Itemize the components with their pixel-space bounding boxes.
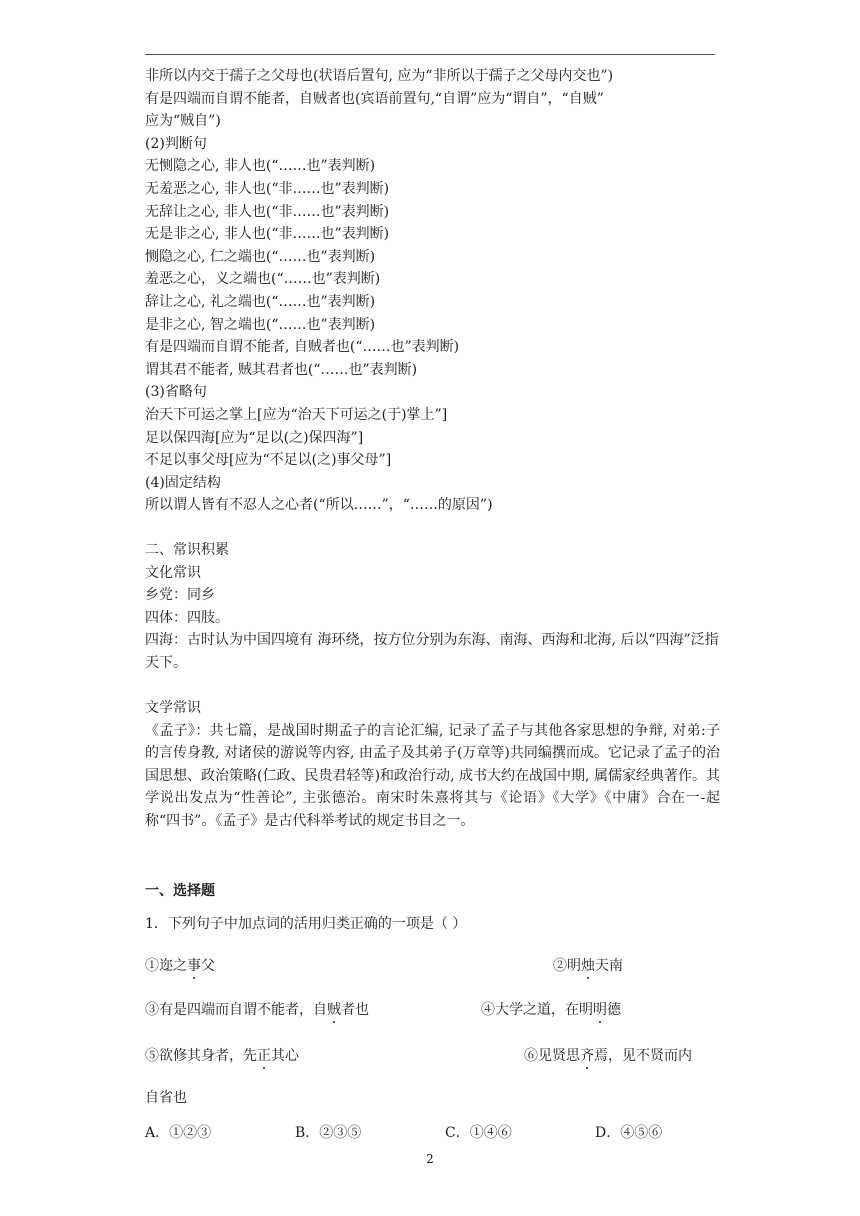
text-line: 谓其君不能者, 贼其君者也(“……也”表判断) [145,361,418,378]
option-d[interactable]: D．④⑤⑥ [595,1125,663,1141]
item-text: ①迩之 [145,958,187,974]
culture-item: 乡党：同乡 [145,587,215,604]
text-line: 应为“贼自”) [145,113,221,130]
text-line: 有是四端而自谓不能者，自贼者也(宾语前置句,“自谓”应为“谓自”，“自贼” [145,90,604,107]
page-number: 2 [426,1152,434,1166]
header-rule [145,54,715,55]
culture-subtitle: 文化常识 [145,564,201,581]
exercise-heading: 一、选择题 [145,883,215,899]
text-line: 羞恶之心，义之端也(“……也”表判断) [145,271,381,288]
dotted-word: 事 [187,958,201,974]
text-line: 无羞恶之心, 非人也(“非……也”表判断) [145,180,390,197]
literature-paragraph: 《孟子》：共七篇，是战国时期孟子的言论汇编, 记录了孟子与其他各家思想的争辩, 对弟:子的言传身教, 对诸侯的游说等内容, 由孟子及其弟子(万章等)共同编撰而成。它记录了孟子的治国思想、政治策略(仁政、民贵君轻等)和政治行动, 成书大约在战国中期, 属儒家经典著作。其学说出发点为“性善论”, 主张德治。南宋时朱熹将其与《论语》《大学》《中庸》合在一-起称“四书”。《孟子》是古代科举考试的规定书目之一。 [145,722,720,829]
text-line: 足以保四海[应为“足以(之)保四海”] [145,429,364,446]
dotted-word: 贼 [327,1002,341,1018]
item-text: ②明 [553,958,581,974]
item-text: 德 [607,1002,621,1018]
dotted-word: 明 [593,1002,607,1018]
text-line: 无恻隐之心, 非人也(“……也”表判断) [145,158,376,175]
text-line: 所以谓人皆有不忍人之心者(“所以……”，“……的原因”) [145,497,493,514]
text-line: 无是非之心, 非人也(“非……也”表判断) [145,226,390,243]
item-text: ⑥见贤思 [524,1048,580,1064]
dotted-word: 齐 [580,1048,594,1064]
culture-item: 四体：四肢。 [145,609,229,626]
item-4 [481,999,621,1019]
item-6-continuation: 自省也 [145,1090,187,1106]
subheading-fixed-structure: (4)固定结构 [145,474,221,491]
text-line: 辞让之心, 礼之端也(“……也”表判断) [145,293,376,310]
option-b[interactable]: B．②③⑤ [295,1125,362,1141]
text-line: 不足以事父母[应为“不足以(之)事父母”] [145,452,392,469]
item-1 [145,955,215,975]
item-text: 天南 [595,958,623,974]
text-line: 非所以内交于孺子之父母也(状语后置句, 应为“非所以于孺子之父母内交也”) [145,68,614,84]
literature-subtitle: 文学常识 [145,700,201,716]
subheading-ellipsis: (3)省略句 [145,384,207,401]
text-line: 无辞让之心, 非人也(“非……也”表判断) [145,203,390,220]
item-text: 其心 [271,1048,299,1064]
item-text: 焉，见不贤而内 [594,1048,692,1064]
sentence-patterns-section [145,65,720,517]
text-line: 有是四端而自谓不能者, 自贼者也(“……也”表判断) [145,339,460,356]
knowledge-section [145,539,720,675]
item-text: 者也 [341,1002,369,1018]
item-2 [553,955,623,975]
item-3 [145,999,369,1019]
item-text: ③有是四端而自谓不能者，自 [145,1002,327,1018]
dotted-word: 正 [257,1048,271,1064]
text-line: 治天下可运之掌上[应为“治天下可运之(于)掌上”] [145,406,448,423]
section-title: 二、常识积累 [145,542,229,558]
subheading-judgment: (2)判断句 [145,135,207,152]
item-text: ⑤欲修其身者，先 [145,1048,257,1064]
question-1-prompt: 1．下列句子中加点词的活用归类正确的一项是（ ） [145,916,467,932]
item-text: 父 [201,958,215,974]
text-line: 是非之心, 智之端也(“……也”表判断) [145,316,376,333]
option-c[interactable]: C．①④⑥ [445,1125,512,1141]
culture-item: 四海：古时认为中国四境有 海环绕，按方位分别为东海、南海、西海和北海, 后以“四海”泛指天下。 [145,632,719,671]
text-line: 恻隐之心, 仁之端也(“……也”表判断) [145,248,376,265]
literature-section [145,697,720,833]
item-text: ④大学之道，在明 [481,1002,593,1018]
item-5 [145,1045,299,1065]
option-a[interactable]: A．①②③ [145,1125,212,1141]
dotted-word: 烛 [581,958,595,974]
item-6 [524,1045,692,1065]
